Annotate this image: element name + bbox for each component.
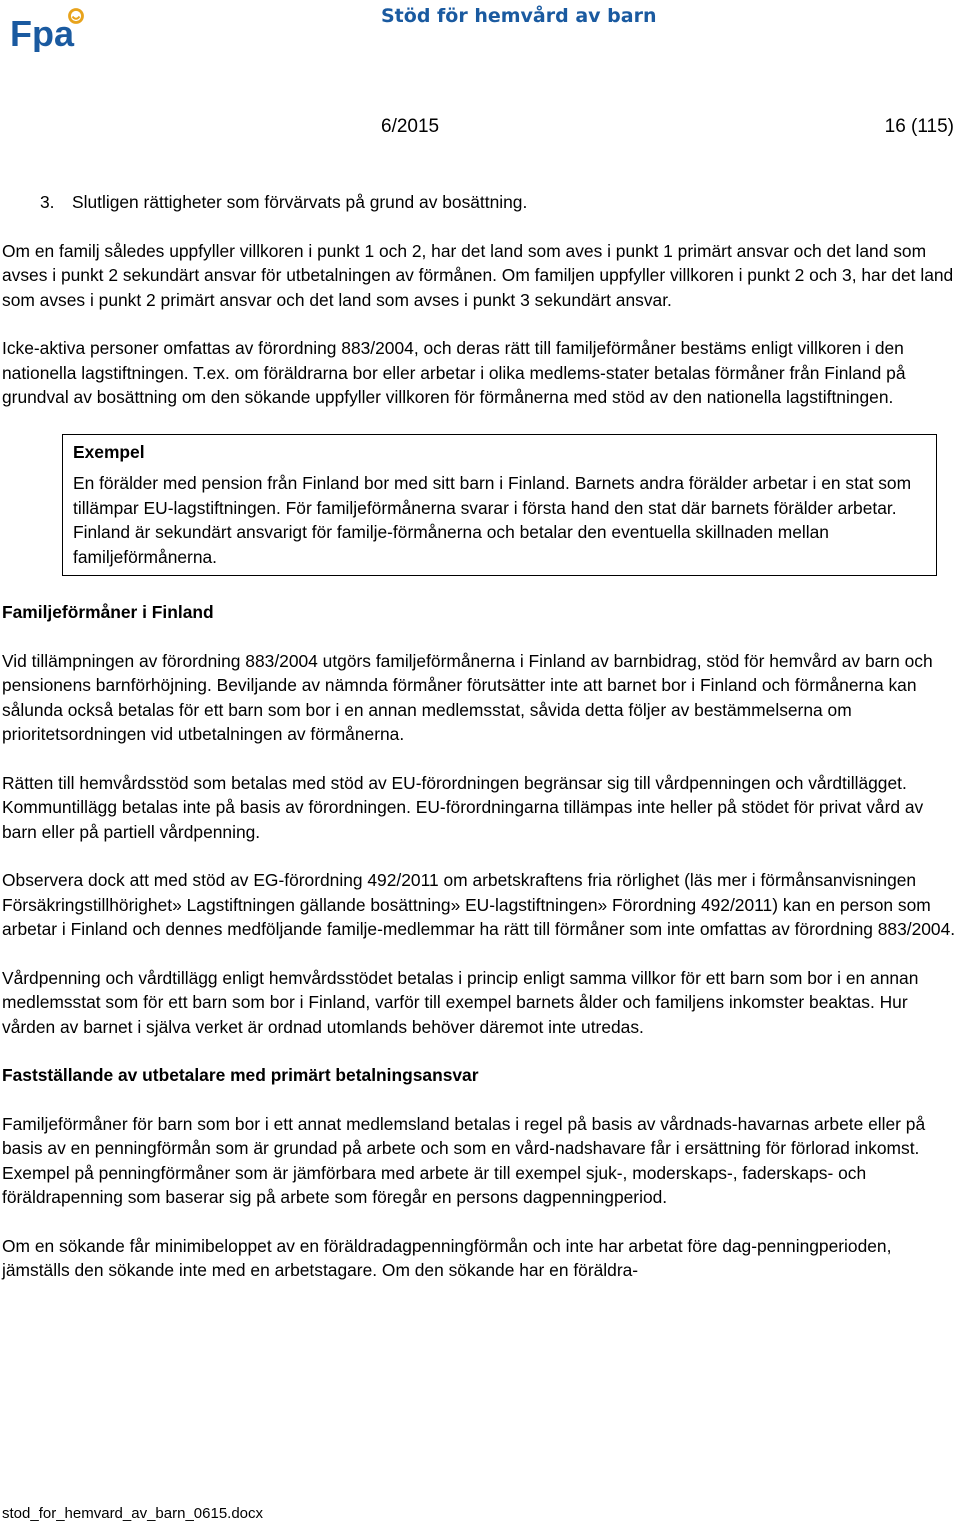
paragraph: Om en sökande får minimibeloppet av en föräldradagpenningförmån och inte har arbetat före dag-penningperioden, jämställs den sökande inte med en arbetstagare. Om den sökande har en föräldra- (2, 1235, 892, 1280)
item-text: Slutligen rättigheter som förvärvats på grund av bosättning. (72, 192, 528, 212)
paragraph: Om en familj således uppfyller villkoren i punkt 1 och 2, har det land som aves i punkt 1 primärt ansvar och det land som avses i punkt 2 sekundärt ansvar för utbetalningen av förmånen. Om familjen uppfyller villkoren i punkt 2 och 3, har det land som avses i punkt 2 primärt ansvar och det land som avses i punkt 3 sekundärt ansvar. (2, 240, 954, 310)
paragraph: Observera dock att med stöd av EG-förordning 492/2011 om arbetskraftens fria rörlighet (läs mer i förmånsanvisningen Försäkringstillhörighet» Lagstiftningen gällande bosättning» EU-lagstiftningen» Förordning 492/2011) kan en person som arbetar i Finland och dennes medföljande familje-medlemmar ha rätt till förmåner som inte omfattas av förordning 883/2004. (2, 870, 956, 939)
svg-text:Fpa: Fpa (10, 13, 75, 52)
document-body (2, 190, 958, 1307)
paragraph: Vid tillämpningen av förordning 883/2004 utgörs familjeförmånerna i Finland av barnbidrag, stöd för hemvård av barn och pensionens barnförhöjning. Beviljande av nämnda förmåner förutsätter inte att barnet bor i Finland och förmånerna kan sålunda också betalas för ett barn som bor i en annan medlemsstat, såvida detta följer av bestämmelserna om prioritetsordningen vid utbetalningen av förmånerna. (2, 650, 933, 744)
paragraph: Familjeförmåner för barn som bor i ett annat medlemsland betalas i regel på basis av vårdnads-havarnas arbete eller på basis av en penningförmån som är grundad på arbete och som en vård-nadshavare får i ersättning för förlorad inkomst. Exempel på penningförmåner som är jämförbara med arbete är till exempel sjuk-, moderskaps-, faderskaps- och föräldrapenning som baserar sig på arbete som föregår en persons dagpenningperiod. (2, 1113, 926, 1207)
example-box (62, 434, 937, 577)
paragraph: Rätten till hemvårdsstöd som betalas med stöd av EU-förordningen begränsar sig till vårdpenningen och vårdtillägget. Kommuntillägg betalas inte på basis av förordningen. EU-förordningarna tillämpas inte heller på stödet för privat vård av barn eller på partiell vårdpenning. (2, 772, 924, 842)
section-heading: Familjeförmåner i Finland (2, 602, 214, 622)
fpa-logo-icon (10, 4, 90, 52)
example-text: En förälder med pension från Finland bor med sitt barn i Finland. Barnets andra förälder arbetar i en stat som tillämpar EU-lagstiftningen. För familjeförmånerna svarar i första hand den stat där barnets förälder arbetar. Finland är sekundärt ansvarigt för familje-förmånerna och betalar den eventuella skillnaden mellan familjeförmånerna. (73, 473, 912, 567)
paragraph: Vårdpenning och vårdtillägg enligt hemvårdsstödet betalas i princip enligt samma villkor för ett barn som bor i en annan medlemsstat som för ett barn som bor i Finland, varför till exempel barnets ålder och familjens inkomster beaktas. Hur vården av barnet i själva verket är ordnad utomlands behöver däremot inte utredas. (2, 967, 919, 1037)
paragraph: Icke-aktiva personer omfattas av förordning 883/2004, och deras rätt till familjeförmåner bestäms enligt villkoren i den nationella lagstiftningen. T.ex. om föräldrarna bor eller arbetar i olika medlems-stater betalas förmåner från Finland på grundval av bosättning om den sökande uppfyller villkoren för förmånerna med stöd av den nationella lagstiftningen. (2, 338, 906, 407)
document-date: 6/2015 (381, 116, 440, 137)
page-number: 16 (115) (884, 116, 954, 137)
section-heading: Fastställande av utbetalare med primärt betalningsansvar (2, 1065, 479, 1085)
fpa-logo (10, 4, 90, 52)
footer-filename: stod_for_hemvard_av_barn_0615.docx (2, 1505, 264, 1522)
example-title: Exempel (73, 441, 145, 462)
document-title: Stöd för hemvård av barn (381, 5, 657, 27)
numbered-item-3 (2, 190, 958, 215)
item-number: 3. (40, 192, 55, 212)
